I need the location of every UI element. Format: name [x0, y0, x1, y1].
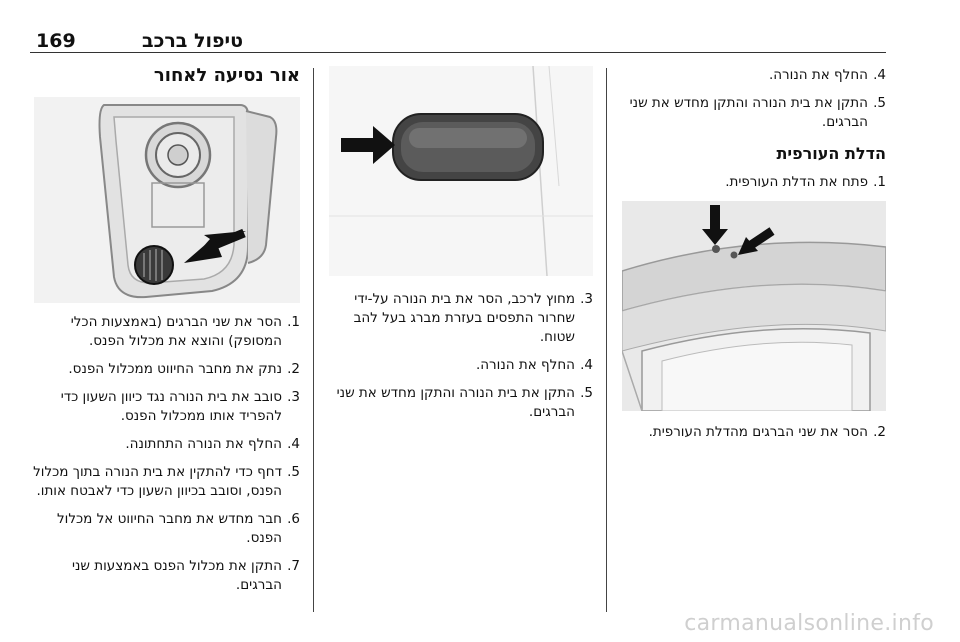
- right-steps-list: [30, 313, 300, 595]
- left-steps-bottom-2: [620, 423, 886, 442]
- left-steps-top: [620, 66, 886, 132]
- list-item: 7. התקן את מכלול הפנס באמצעות שני הברגים.: [71, 558, 300, 593]
- taillamp-figure: [34, 97, 300, 303]
- section-title: אור נסיעה לאחור: [153, 65, 300, 86]
- list-item: 4. החלף את הנורה.: [768, 67, 886, 83]
- column-divider-left: [606, 68, 607, 612]
- license-lamp-figure: [329, 66, 593, 276]
- tailgate-illustration: [622, 201, 886, 411]
- list-item: 3. מחוץ לרכב, הסר את בית הנורה על-ידי שחרור התפסים בעזרת מברג בעל להב שטוח.: [353, 291, 593, 345]
- middle-steps-list: [327, 290, 593, 422]
- list-item: 2. הסר את שני הברגים מהדלת העורפית.: [648, 424, 886, 440]
- header-rule: [30, 52, 886, 53]
- list-item: 3. סובב את בית הנורה נגד כיוון השעון כדי להפריד אותו ממכלול הפנס.: [60, 389, 300, 424]
- list-item: 5. התקן את בית הנורה והתקן מחדש את שני הברגים.: [629, 95, 886, 130]
- header-title: טיפול ברכב: [142, 30, 244, 52]
- middle-column: [327, 66, 593, 431]
- list-item: 1. הסר את שני הברגים (באמצעות הכלי המסופק) והוצא את מכלול הפנס.: [70, 314, 300, 349]
- list-item: 5. דחף כדי להתקין את בית הנורה בתוך מכלול הפנס, וסובב בכיוון השעון כדי לאבטח אותו.: [33, 464, 300, 499]
- list-item: 1. פתח את הדלת העורפית.: [725, 174, 886, 190]
- left-column: [620, 66, 886, 451]
- watermark: carmanualsonline.info: [684, 611, 934, 636]
- right-column: [30, 66, 300, 604]
- tailgate-figure: [622, 201, 886, 411]
- list-item: 4. החלף את הנורה.: [475, 357, 593, 373]
- list-item: 2. נתק את מחבר החיווט ממכלול הפנס.: [68, 361, 300, 377]
- list-item: 4. החלף את הנורה התחתונה.: [125, 436, 300, 452]
- column-divider-right: [313, 68, 314, 612]
- left-steps-bottom-1: [620, 173, 886, 192]
- list-item: 6. חבר מחדש את מחבר החיווט אל מכלול הפנס.: [56, 511, 300, 546]
- list-item: 5. התקן את בית הנורה והתקן מחדש את שני הברגים.: [336, 385, 593, 420]
- page-number: 169: [36, 30, 76, 52]
- tailgate-subtitle: הדלת העורפית: [776, 144, 886, 163]
- taillamp-illustration: [34, 97, 300, 303]
- license-lamp-illustration: [329, 66, 593, 276]
